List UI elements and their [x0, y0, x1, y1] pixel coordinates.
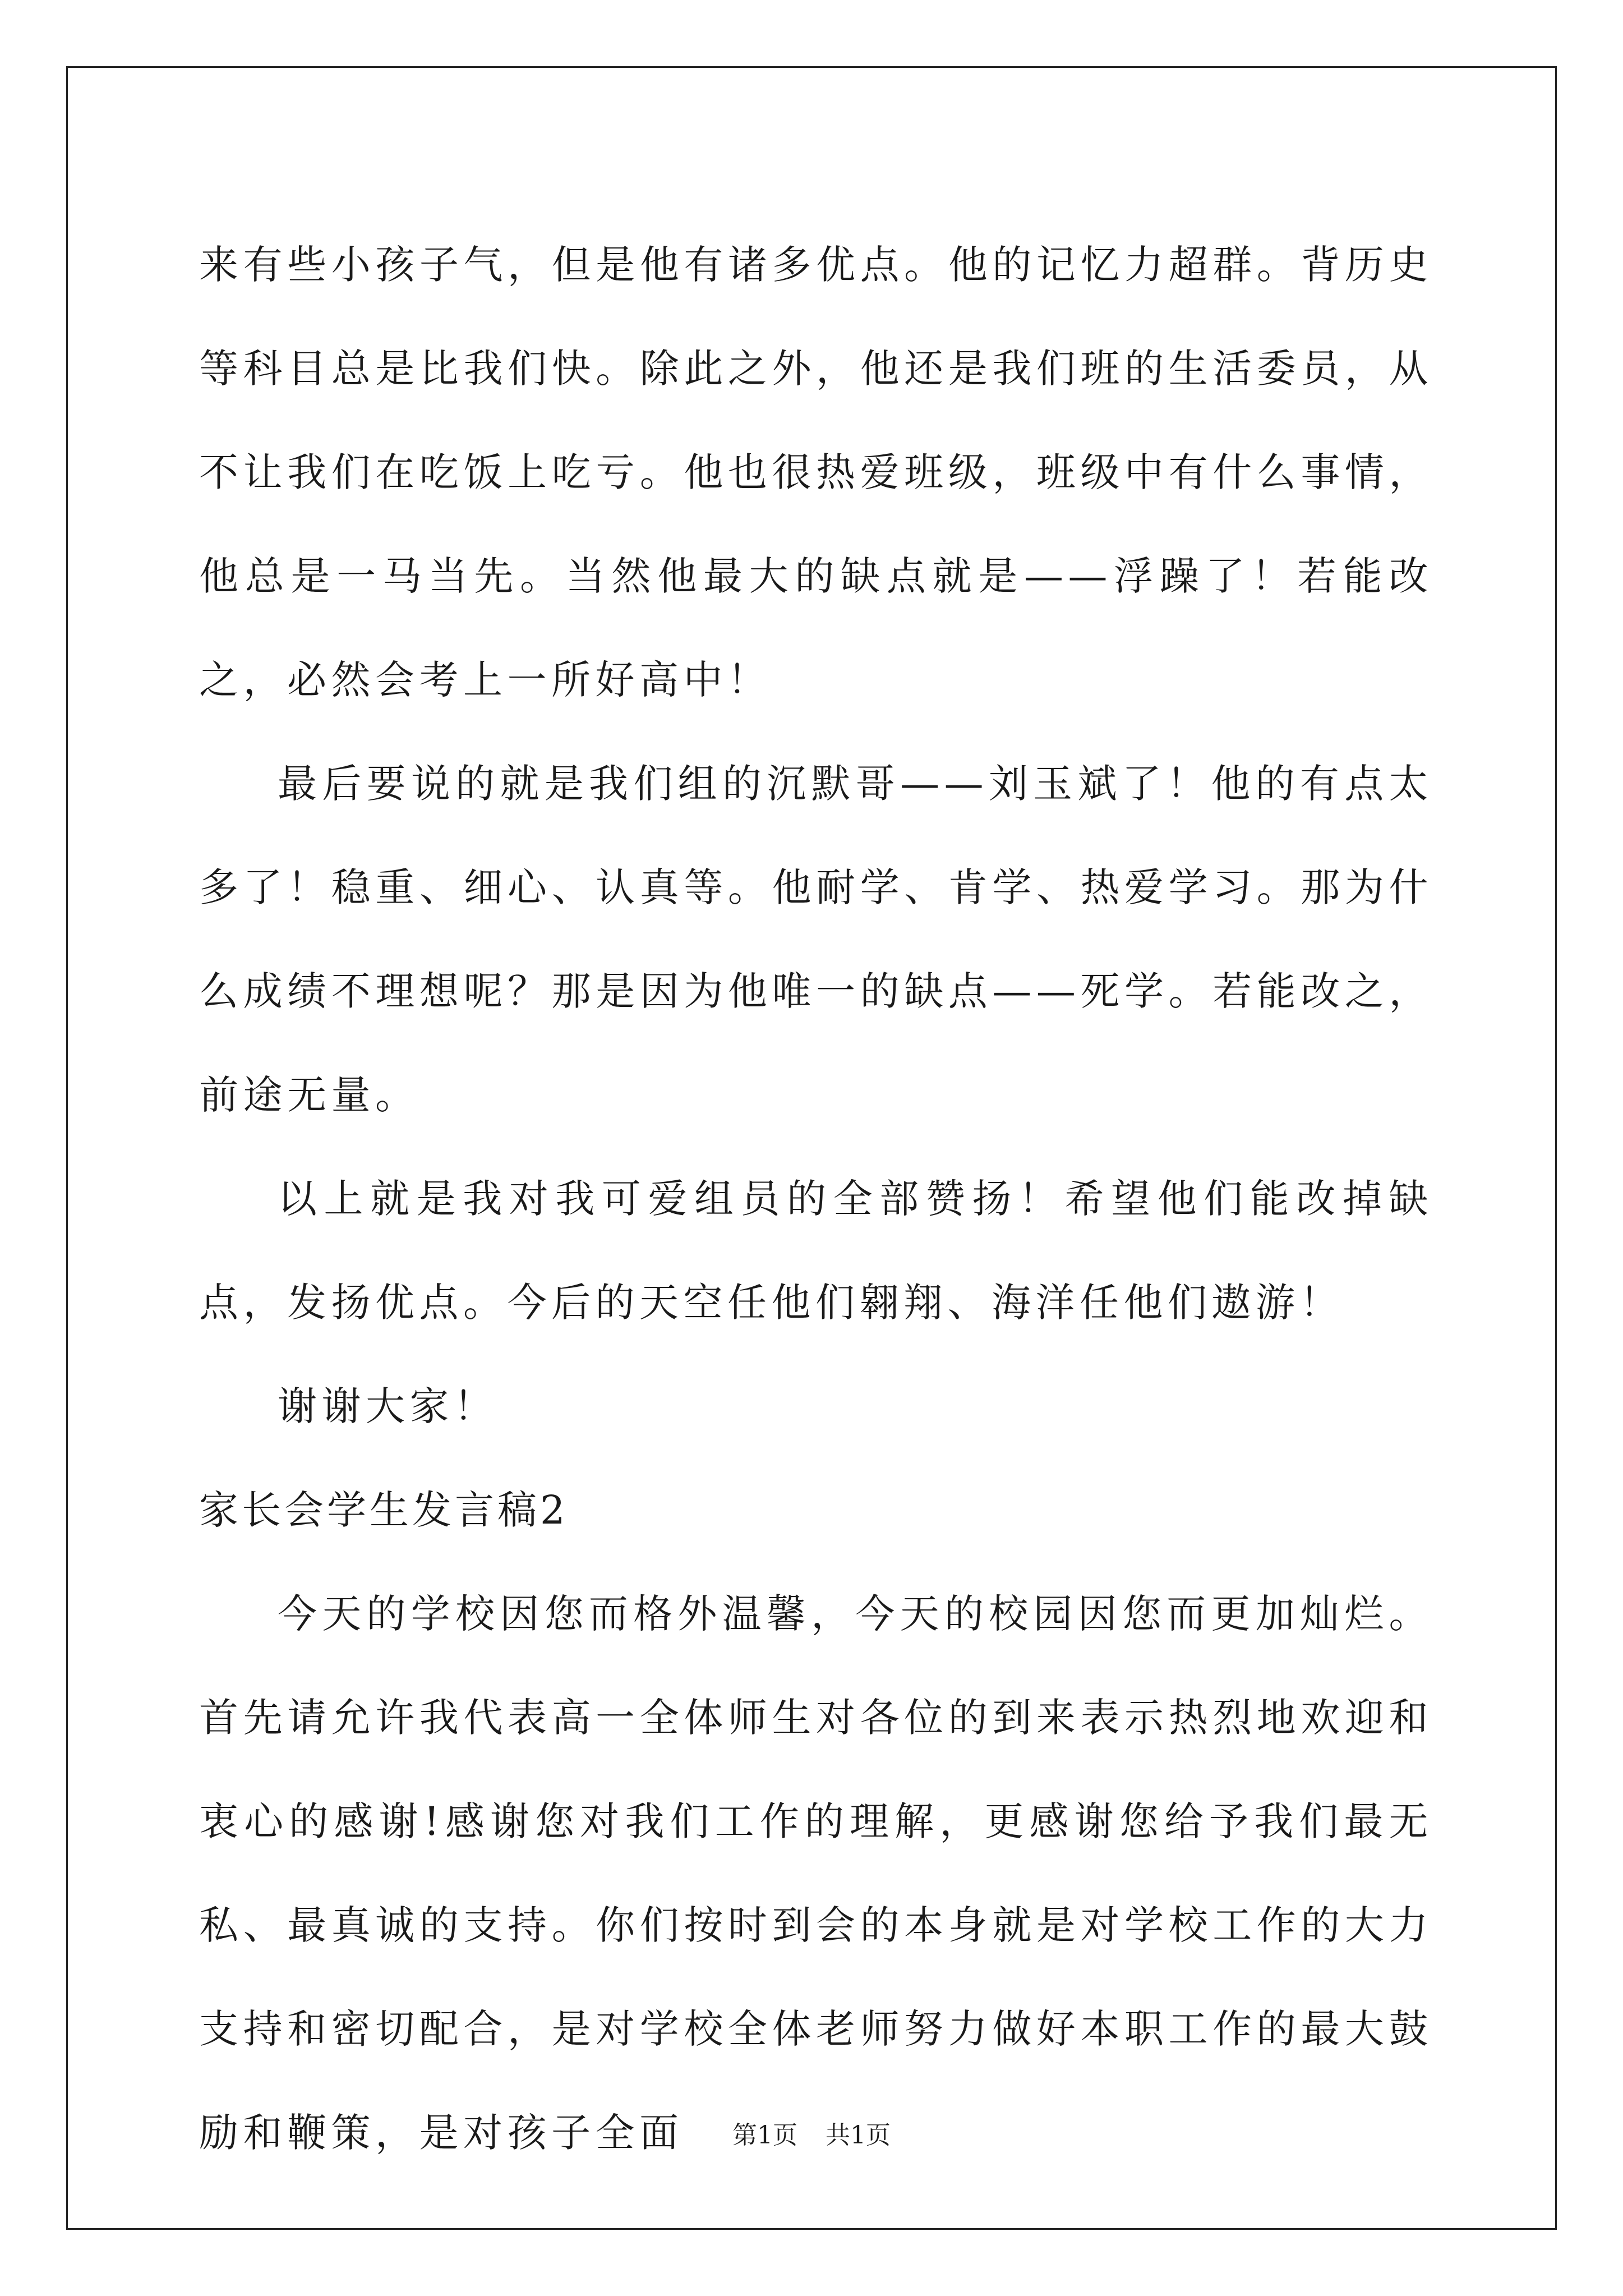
- section-heading: 家长会学生发言稿2: [199, 1487, 569, 1533]
- section-paragraph-1: 今天的学校因您而格外温馨，今天的校园因您而更加灿烂。首先请允许我代表高一全体师生对各位的到来表示热烈地欢迎和衷心的感谢!感谢您对我们工作的理解，更感谢您给予我们最无私、最真诚的支持。你们按时到会的本身就是对学校工作的大力支持和密切配合，是对学校全体老师努力做好本职工作的最大鼓励和鞭策，是对孩子全面: [199, 1591, 1433, 2156]
- page-total: 共1页: [826, 2121, 891, 2150]
- paragraph-4: 谢谢大家！: [278, 1383, 498, 1429]
- paragraph-3: 以上就是我对我可爱组员的全部赞扬！希望他们能改掉缺点，发扬优点。今后的天空任他们翱翔、海洋任他们遨游！: [199, 1176, 1433, 1326]
- page-number: 第1页: [732, 2121, 797, 2150]
- paragraph-1: 来有些小孩子气，但是他有诸多优点。他的记忆力超群。背历史等科目总是比我们快。除此之外，他还是我们班的生活委员，从不让我们在吃饭上吃亏。他也很热爱班级，班级中有什么事情，他总是一马当先。当然他最大的缺点就是——浮躁了！若能改之，必然会考上一所好高中！: [199, 242, 1433, 703]
- page-footer: [0, 2115, 1623, 2151]
- paragraph-2: 最后要说的就是我们组的沉默哥——刘玉斌了！他的有点太多了！稳重、细心、认真等。他耐学、肯学、热爱学习。那为什么成绩不理想呢？那是因为他唯一的缺点——死学。若能改之，前途无量。: [199, 761, 1433, 1118]
- document-body: [199, 213, 1433, 2185]
